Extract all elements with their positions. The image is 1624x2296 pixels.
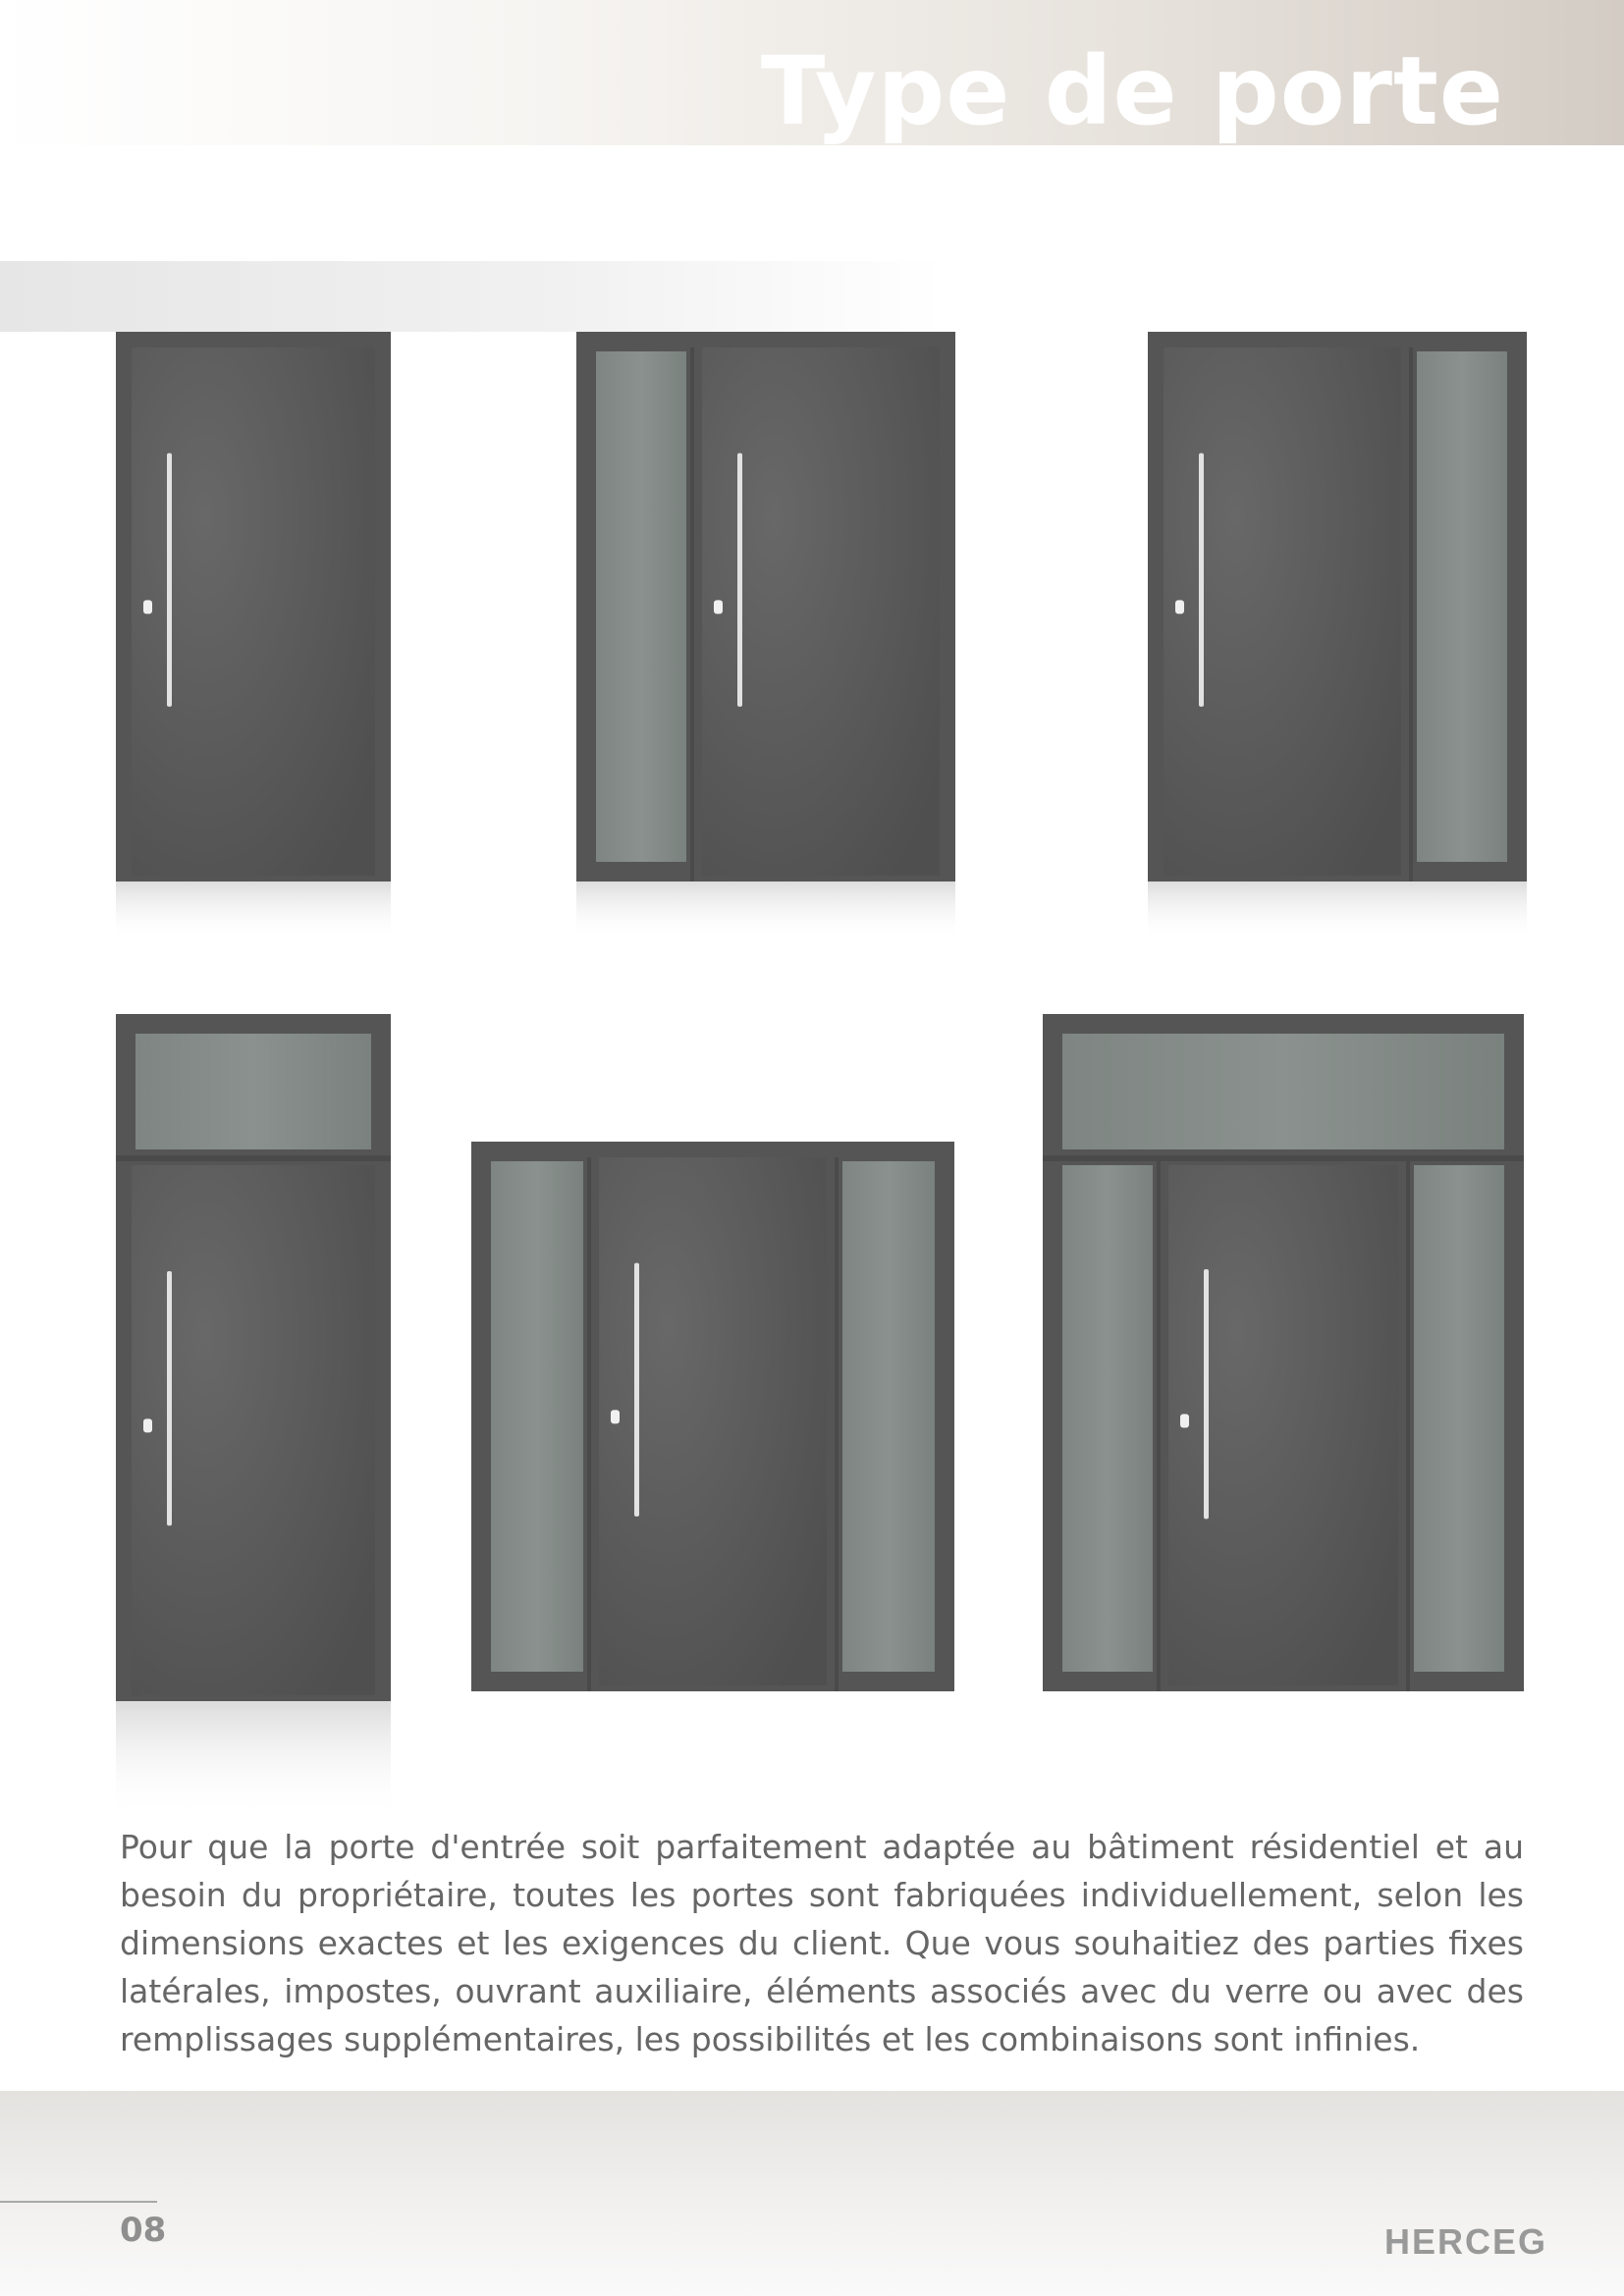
door-handle bbox=[1199, 454, 1204, 707]
door-lock bbox=[1175, 600, 1184, 614]
sidelight-right-glass bbox=[1414, 1165, 1504, 1672]
door-leaf bbox=[599, 1157, 827, 1685]
footer-band bbox=[0, 2091, 1624, 2296]
door-sidelights-transom bbox=[1043, 1014, 1524, 1691]
mullion-left bbox=[587, 1157, 591, 1691]
sidelight-right-glass bbox=[842, 1161, 935, 1672]
sidelight-left-glass bbox=[1062, 1165, 1153, 1672]
description-text: Pour que la porte d'entrée soit parfaitement adaptée au bâtiment résidentiel et au besoin du propriétaire, toutes les portes sont fabriquées individuellement, selon les dimensions exactes et les exigences du client. Que vous souhaitiez des parties fixes latérales, impostes, ouvrant auxiliaire, éléments associés avec du verre ou avec des remplissages supplémentaires, les possibilités et les combinaisons sont infinies. bbox=[120, 1828, 1524, 2058]
door-lock bbox=[143, 1418, 152, 1432]
door-single bbox=[116, 332, 391, 940]
mullion-left bbox=[1157, 1161, 1161, 1691]
door-leaf bbox=[1168, 1165, 1398, 1685]
door-sidelight-left bbox=[576, 332, 955, 940]
door-handle bbox=[634, 1263, 639, 1517]
page-number-rule bbox=[0, 2201, 157, 2203]
transom-bar bbox=[1043, 1155, 1524, 1161]
mullion-left bbox=[690, 347, 694, 881]
mullion-right bbox=[835, 1157, 839, 1691]
door-reflection bbox=[1148, 881, 1527, 940]
door-handle bbox=[167, 1271, 172, 1525]
door-sidelight-right bbox=[1148, 332, 1527, 940]
door-reflection bbox=[576, 881, 955, 940]
mullion-right bbox=[1406, 1161, 1410, 1691]
door-lock bbox=[1180, 1415, 1189, 1428]
door-handle bbox=[1204, 1269, 1209, 1519]
page-title: Type de porte bbox=[760, 36, 1504, 146]
transom-bar bbox=[116, 1155, 391, 1161]
transom-glass bbox=[1062, 1034, 1504, 1149]
door-lock bbox=[714, 600, 723, 614]
sidelight-right-glass bbox=[1417, 351, 1507, 862]
door-reflection bbox=[116, 881, 391, 940]
mullion-right bbox=[1409, 347, 1413, 881]
door-sidelights-both bbox=[471, 1142, 954, 1691]
door-lock bbox=[611, 1410, 620, 1423]
door-handle bbox=[737, 454, 742, 707]
door-lock bbox=[143, 600, 152, 614]
brand-logo: HERCEG bbox=[1383, 2221, 1547, 2262]
door-reflection bbox=[116, 1701, 391, 1819]
page-number: 08 bbox=[120, 2211, 167, 2250]
door-transom bbox=[116, 1014, 391, 1819]
transom-glass bbox=[135, 1034, 371, 1149]
sidelight-left-glass bbox=[596, 351, 686, 862]
decorative-strip bbox=[0, 261, 943, 332]
door-handle bbox=[167, 454, 172, 707]
sidelight-left-glass bbox=[491, 1161, 583, 1672]
